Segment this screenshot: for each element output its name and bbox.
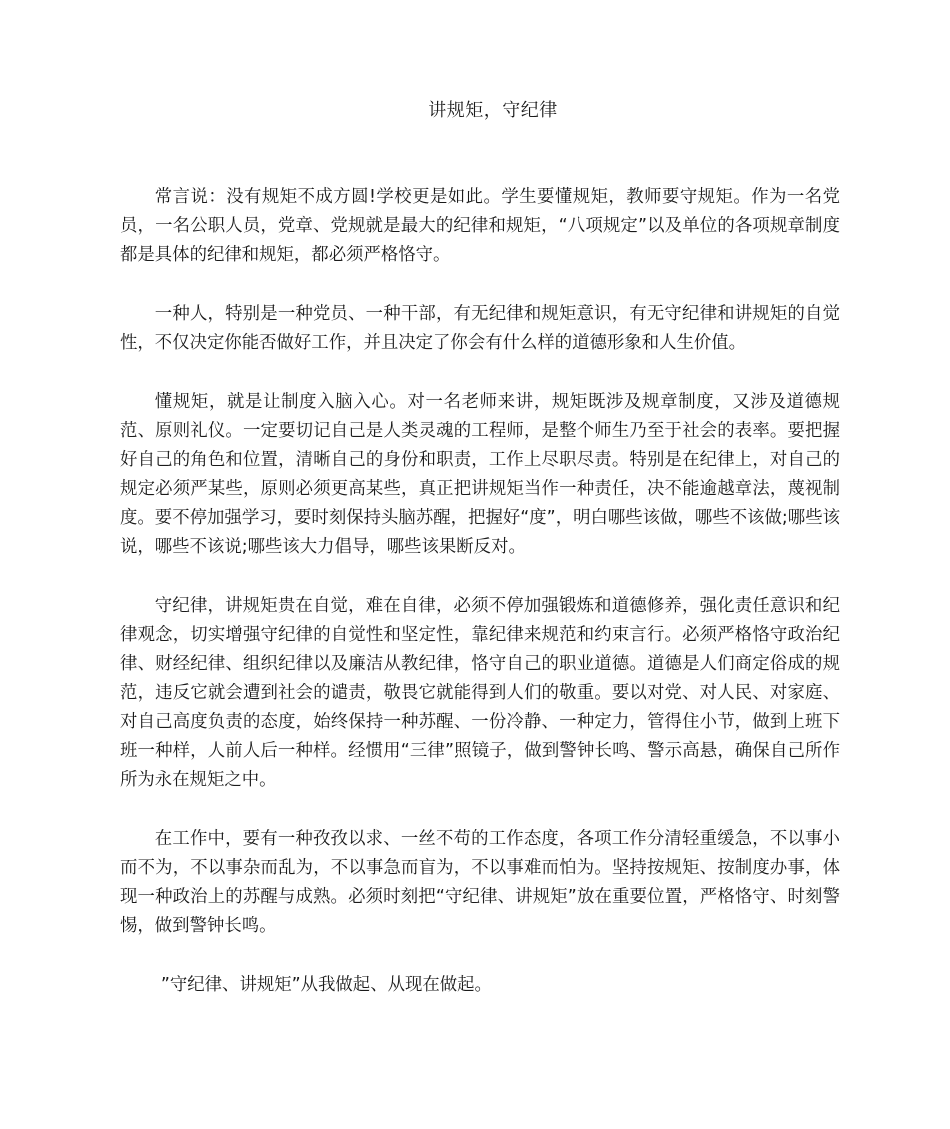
paragraph-intro: 常言说：没有规矩不成方圆!学校更是如此。学生要懂规矩，教师要守规矩。作为一名党员，一名公职人员，党章、党规就是最大的纪律和规矩，“八项规定”以及单位的各项规章制度都是具体的纪律和规矩，都必须严格恪守。 [120,187,840,265]
document-title: 讲规矩，守纪律 [428,100,558,121]
document-body [120,183,840,1030]
paragraph-work-attitude: 在工作中，要有一种孜孜以求、一丝不苟的工作态度，各项工作分清轻重缓急，不以事小而不为，不以事杂而乱为，不以事急而盲为，不以事难而怕为。坚持按规矩、按制度办事，体现一种政治上的苏醒与成熟。必须时刻把“守纪律、讲规矩”放在重要位置，严格恪守、时刻警惕，做到警钟长鸣。 [120,829,840,936]
paragraph-closing: ”守纪律、讲规矩”从我做起、从现在做起。 [160,975,492,995]
paragraph-self-discipline: 守纪律，讲规矩贵在自觉，难在自律，必须不停加强锻炼和道德修养，强化责任意识和纪律观念，切实增强守纪律的自觉性和坚定性，靠纪律来规范和约束言行。必须严格恪守政治纪律、财经纪律、组织纪律以及廉洁从教纪律，恪守自己的职业道德。道德是人们商定俗成的规范，违反它就会遭到社会的谴责，敬畏它就能得到人们的敬重。要以对党、对人民、对家庭、对自己高度负责的态度，始终保持一种苏醒、一份冷静、一种定力，管得住小节，做到上班下班一种样，人前人后一种样。经惯用“三律”照镜子，做到警钟长鸣、警示高悬，确保自己所作所为永在规矩之中。 [120,596,840,790]
paragraph-awareness: 一种人，特别是一种党员、一种干部，有无纪律和规矩意识，有无守纪律和讲规矩的自觉性，不仅决定你能否做好工作，并且决定了你会有什么样的道德形象和人生价值。 [120,304,840,353]
paragraph-understanding-rules: 懂规矩，就是让制度入脑入心。对一名老师来讲，规矩既涉及规章制度，又涉及道德规范、原则礼仪。一定要切记自己是人类灵魂的工程师，是整个师生乃至于社会的表率。要把握好自己的角色和位置，清晰自己的身份和职责，工作上尽职尽责。特别是在纪律上，对自己的规定必须严某些，原则必须更高某些，真正把讲规矩当作一种责任，决不能逾越章法，蔑视制度。要不停加强学习，要时刻保持头脑苏醒，把握好“度”，明白哪些该做，哪些不该做;哪些该说，哪些不该说;哪些该大力倡导，哪些该果断反对。 [120,392,840,557]
